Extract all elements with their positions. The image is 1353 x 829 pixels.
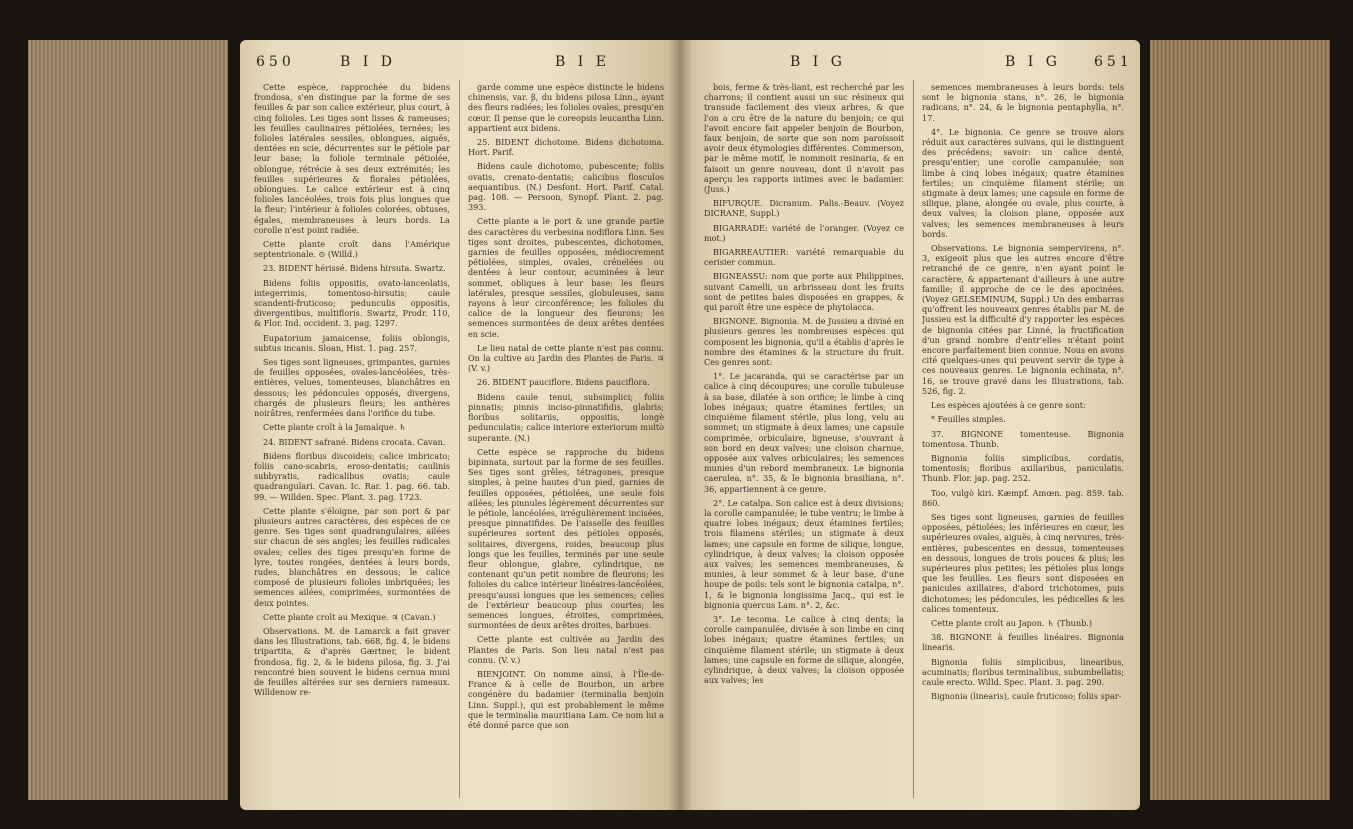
paragraph: 24. BIDENT safrané. Bidens crocata. Cavan. — [263, 436, 446, 447]
paragraph: Bidens caule tenui, subsimplici; foliis pinnatis; pinnis inciso-pinnatifidis, glabris; floribus solitariis, oppositis, longè pedunculatis; calice interiore exteriorum multò superante. (N.) — [468, 391, 664, 443]
right-running-head-1: B I G — [790, 54, 846, 70]
paragraph: Bignonia foliis simplicibus, linearibus, acuminatis; floribus terminalibus, subumbellatis; caule erecto. Willd. Spec. Plant. 3. pag. 290. — [922, 656, 1124, 687]
left-page-edges — [28, 40, 228, 800]
paragraph: Les espèces ajoutées à ce genre sont: — [931, 400, 1086, 411]
paragraph: Bidens floribus discoideis; calice imbricato; foliis cano-scabris, eroso-dentatis; caulinis subbyratis, radicalibus ovatis; caule quadrangulari. Cavan. Ic. Rar. 1. pag. 66. tab. 99. — Willden. Spec. Plant. 3. pag. 1723. — [254, 450, 450, 502]
right-column-2 — [922, 82, 1124, 800]
paragraph: garde comme une espèce distincte le bidens chinensis, var. β, du bidens pilosa Linn., ayant des fleurs radiées; les folioles ovales, presqu'en cœur. Il pense que le coreopsis leucantha Linn. appartient aux bidens. — [468, 82, 664, 133]
paragraph: Too, vulgò kiri. Kæmpf. Amœn. pag. 859. tab. 860. — [922, 487, 1124, 508]
paragraph: Bidens caule dichotomo, pubescente; foliis ovatis, crenato-dentatis; calicibus flosculos aequantibus. (N.) Desfont. Hort. Parif. Catal. pag. 108. — Persoon, Synopf. Plant. 2. pag. 393. — [468, 161, 664, 213]
paragraph: 23. BIDENT hérissé. Bidens hirsuta. Swartz. — [263, 263, 446, 274]
paragraph: BIFURQUE. Dicranum. Palis.-Beauv. (Voyez DICRANE, Suppl.) — [704, 198, 904, 219]
left-page-number: 650 — [256, 54, 295, 70]
paragraph: Ses tiges sont ligneuses, grimpantes, garnies de feuilles opposées, ovales-lancéolées, très-entières, velues, tomenteuses, blanchâtres en dessous; les pédoncules opposés, divergens, chargés de plusieurs fleurs; les anthères noirâtres, renfermées dans l'orifice du tube. — [254, 357, 450, 419]
left-column-1 — [254, 82, 450, 800]
paragraph: Cette plante s'éloigne, par son port & par plusieurs autres caractères, des espèces de ce genre. Ses tiges sont quadrangulaires, ailées sur chacun de ses angles; les feuilles radicales ovales; celles des tiges presqu'en forme de lyre, toutes rongées, dentées à leurs bords, rudes, blanchâtres en dessous; le calice composé de plusieurs folioles imbriquées; les semences ailées, comprimées, surmontées de deux pointes. — [254, 505, 450, 608]
left-running-head-1: B I D — [340, 54, 396, 70]
paragraph: 3°. Le tecoma. Le calice à cinq dents; la corolle campanulée, divisée à son limbe en cinq lobes inégaux; quatre étamines fertiles; un cinquième filament stérile; un stigmate à deux lames; une capsule en forme de silique, alongée, cylindrique, à deux valves; la cloison opposée aux valves; les — [704, 613, 904, 686]
paragraph: 2°. Le catalpa. Son calice est à deux divisions; la corolle campanulée; le tube ventru; le limbe à quatre lobes inégaux; deux étamines fertiles; trois filamens stériles; un stigmate à deux lames; une capsule en forme de silique, longue, cylindrique, à deux valves; la cloison opposée aux valves; les semences membraneuses, & munies, à leur sommet & à leur base, d'une houpe de poils: tels sont le bignonia catalpa, n°. 1, & le bignonia longissima Jacq., qui est le bignonia quercus Lam. n°. 2, &c. — [704, 497, 904, 610]
paragraph: 38. BIGNONE à feuilles linéaires. Bignonia linearis. — [922, 632, 1124, 653]
paragraph: Le lieu natal de cette plante n'est pas connu. On la cultive au Jardin des Plantes de Paris. ♃ (V. v.) — [468, 342, 664, 374]
paragraph: * Feuilles simples. — [931, 414, 1006, 425]
paragraph: Bignonia (linearis), caule fruticoso; foliis spar- — [931, 691, 1122, 702]
paragraph: bois, ferme & très-liant, est recherché par les charrons; il contient aussi un suc résineux qui transude facilement des vieux arbres, & que l'on a cru être de la nature du benjoin; ce qui l'avoit encore fait appeler benjoin de Bourbon, faux benjoin, de sorte que son nom paroissoit avoir deux étymologies différentes. Commerson, par le même motif, le nommoit resinaria, & en faisoit un genre nouveau, dont il n'avoit pas aperçu les rapports intimes avec le badamier. (Juss.) — [704, 82, 904, 195]
right-page-number: 651 — [1094, 54, 1133, 70]
right-page — [680, 40, 1140, 810]
column-divider — [459, 80, 460, 798]
paragraph: Bidens foliis oppositis, ovato-lanceolatis, integerrimis, tomentoso-hirsutis; caule scandenti-fruticoso; pedunculis oppositis, divergentibus, multifloris. Swartz, Prodr. 110, & Flor. Ind. occident. 3. pag. 1297. — [254, 277, 450, 329]
paragraph: BIENJOINT. On nomme ainsi, à l'Île-de-France & à celle de Bourbon, un arbre congénère du badamier (terminalia benjoin Linn. Suppl.), qui est probablement le même que le terminalia mauritiana Lam. Ce nom lui a été donné parce que son — [468, 668, 664, 730]
paragraph: 4°. Le bignonia. Ce genre se trouve alors réduit aux caractères suivans, qui le distinguent des précédens; savoir: un calice denté, presqu'entier; une corolle campanulée; son limbe à cinq lobes inégaux; quatre étamines fertiles; un cinquième filament stérile; un stigmate à deux lames; une capsule en forme de silique, plane, alongée ou ovale, plus courte, à deux valves; la cloison plane, opposée aux valves; les semences membraneuses à leurs bords. — [922, 126, 1124, 239]
paragraph: Ses tiges sont ligneuses, garnies de feuilles opposées, pétiolées; les inférieures en cœur, les supérieures ovales, aiguës, à cinq nervures, très-entières, pubescentes en dessus, tomenteuses en dessous, longues de trois pouces & plus; les supérieures plus petites; les pétioles plus longs que les feuilles. Les fleurs sont disposées en panicules axillaires, d'abord trichotomes, puis dichotomes; les pédoncules, les pédicelles & les calices tomenteux. — [922, 511, 1124, 614]
paragraph: Cette plante croît au Japon. ♄ (Thunb.) — [931, 617, 1092, 628]
paragraph: 26. BIDENT pauciflore. Bidens pauciflora. — [477, 377, 650, 388]
paragraph: 37. BIGNONE tomenteuse. Bignonia tomentosa. Thunb. — [922, 428, 1124, 449]
column-divider — [913, 80, 914, 798]
paragraph: BIGARRADE: variété de l'oranger. (Voyez ce mot.) — [704, 222, 904, 243]
paragraph: Cette espèce se rapproche du bidens bipinnata, surtout par la forme de ses feuilles. Ses tiges sont grêles, tétragones, presque simples, à peine hautes d'un pied, garnies de feuilles opposées, pétiolées, une seule fois ailées; les pinnules légèrement décurrentes sur le pétiole, lancéolées, irrégulièrement incisées, presque pinnatifides. De l'aisselle des feuilles supérieures sortent des pétioles opposés, solitaires, divergens, roides, beaucoup plus longs que les feuilles, terminés par une seule fleur oblongue, glabre, cylindrique, ne contenant qu'un petit nombre de fleurons; les folioles du calice intérieur linéaires-lancéolées, presqu'aussi longues que les semences; celles de l'extérieur beaucoup plus courtes; les semences longues, étroites, comprimées, surmontées de deux arêtes droites, barbues. — [468, 446, 664, 631]
paragraph: Cette espèce, rapprochée du bidens frondosa, s'en distingue par la forme de ses feuilles & par son calice extérieur, plus court, à cinq folioles. Les tiges sont lisses & rameuses; les feuilles caulinaires pétiolées, ternées; les folioles latérales sessiles, oblongues, aiguës, dentées en scie, décurrentes sur le pétiole par leur base; la foliole terminale pétiolée, oblongue, rétrécie à ses deux extrémités; les feuilles supérieures & florales pétiolées, oblongues. Le calice extérieur est à cinq folioles lancéolées, trois fois plus longues que la fleur; l'intérieur à folioles colorées, obtuses, égales, membraneuses à leurs bords. La corolle n'est point radiée. — [254, 82, 450, 235]
right-column-1 — [704, 82, 904, 800]
paragraph: Cette plante croît à la Jamaïque. ♄ — [263, 422, 407, 433]
left-column-2 — [468, 82, 664, 800]
book-gutter — [668, 40, 692, 810]
paragraph: Cette plante a le port & une grande partie des caractères du verbesina nodiflora Linn. Ses tiges sont droites, pubescentes, dichotomes, garnies de feuilles opposées, médiocrement pétiolées, simples, ovales, crénelées ou dentées à leur contour, acuminées à leur sommet, obliques à leur base; les fleurs latérales, presque sessiles, globuleuses, sans rayons à leur circonférence; les folioles du calice de la longueur des fleurons; les semences surmontées de deux arêtes dentées en scie. — [468, 216, 664, 339]
right-running-head-2: B I G — [1005, 54, 1061, 70]
paragraph: Cette plante est cultivée au Jardin des Plantes de Paris. Son lieu natal n'est pas connu. (V. v.) — [468, 634, 664, 665]
paragraph: BIGARREAUTIER: variété remarquable du cerisier commun. — [704, 247, 904, 268]
paragraph: Cette plante croît dans l'Amérique septentrionale. ⊙ (Willd.) — [254, 239, 450, 260]
paragraph: BIGNEASSU: nom que porte aux Philippines, suivant Camelli, un arbrisseau dont les fruits sont de petites baies disposées en grappes, & qui paroît être une espèce de phytolacca. — [704, 271, 904, 313]
paragraph: Bignonia foliis simplicibus, cordatis, tomentosis; floribus axillaribus, paniculatis. Thunb. Flor. jap. pag. 252. — [922, 452, 1124, 484]
paragraph: semences membraneuses à leurs bords: tels sont le bignonia stans, n°. 26, le bignonia radicans, n°. 24, & le bignonia pentaphylla, n°. 17. — [922, 82, 1124, 123]
left-page — [240, 40, 680, 810]
paragraph: 1°. Le jacaranda, qui se caractérise par un calice à cinq découpures; une corolle tubuleuse à sa base, dilatée à son orifice; le limbe à cinq lobes inégaux; quatre étamines fertiles; un cinquième filament stérile, plus long, velu au sommet; un stigmate à deux lames; une capsule comprimée, orbiculaire, ligneuse, s'ouvrant à son bord en deux valves; une cloison charnue, opposée aux valves orbiculaires; les semences munies d'un rebord membraneux. Le bignonia caerulea, n°. 35, & le bignonia brasiliana, n°. 36, appartiennent à ce genre. — [704, 371, 904, 494]
paragraph: BIGNONE. Bignonia. M. de Jussieu a divisé en plusieurs genres les nombreuses espèces qui composent les bignonia, qu'il a établis d'après le nombre des étamines & la structure du fruit. Ces genres sont: — [704, 316, 904, 368]
paragraph: Observations. M. de Lamarck a fait graver dans les Illustrations, tab. 668, fig. 4, le bidens tripartita, & d'après Gærtner, le bident frondosa, fig. 2, & le bidens pilosa, fig. 3. J'ai rencontré bien souvent le bidens cernua muni de feuilles altérées sur ses derniers rameaux. Willdenow re- — [254, 625, 450, 698]
paragraph: Eupatorium jamaicense, foliis oblongis, subtus incanis. Sloan, Hist. 1. pag. 257. — [254, 332, 450, 353]
right-page-edges — [1150, 40, 1330, 800]
left-running-head-2: B I E — [555, 54, 610, 70]
paragraph: Cette plante croît au Mexique. ♃ (Cavan.) — [263, 611, 436, 622]
paragraph: 25. BIDENT dichotome. Bidens dichotoma. Hort. Parif. — [468, 137, 664, 158]
paragraph: Observations. Le bignonia sempervirens, n°. 3, exigeoit plus que les autres encore d'être retranché de ce genre, n'en ayant point le caractère, & appartenant d'ailleurs à une autre famille; il approche de ce le des apocinées. (Voyez GELSEMINUM, Suppl.) Un des embarras qu'offrent les nouveaux genres établis par M. de Jussieu est la difficulté d'y rapporter les espèces de bignonia citées par Linné, la fructification d'un grand nombre d'entr'elles n'étant point encore parfaitement bien connue. Nous en avons cité quelques-unes qui peuvent servir de type à ces nouveaux genres. Le bignonia echinata, n°. 16, se trouve gravé dans les Illustrations, tab. 526, fig. 2. — [922, 243, 1124, 396]
